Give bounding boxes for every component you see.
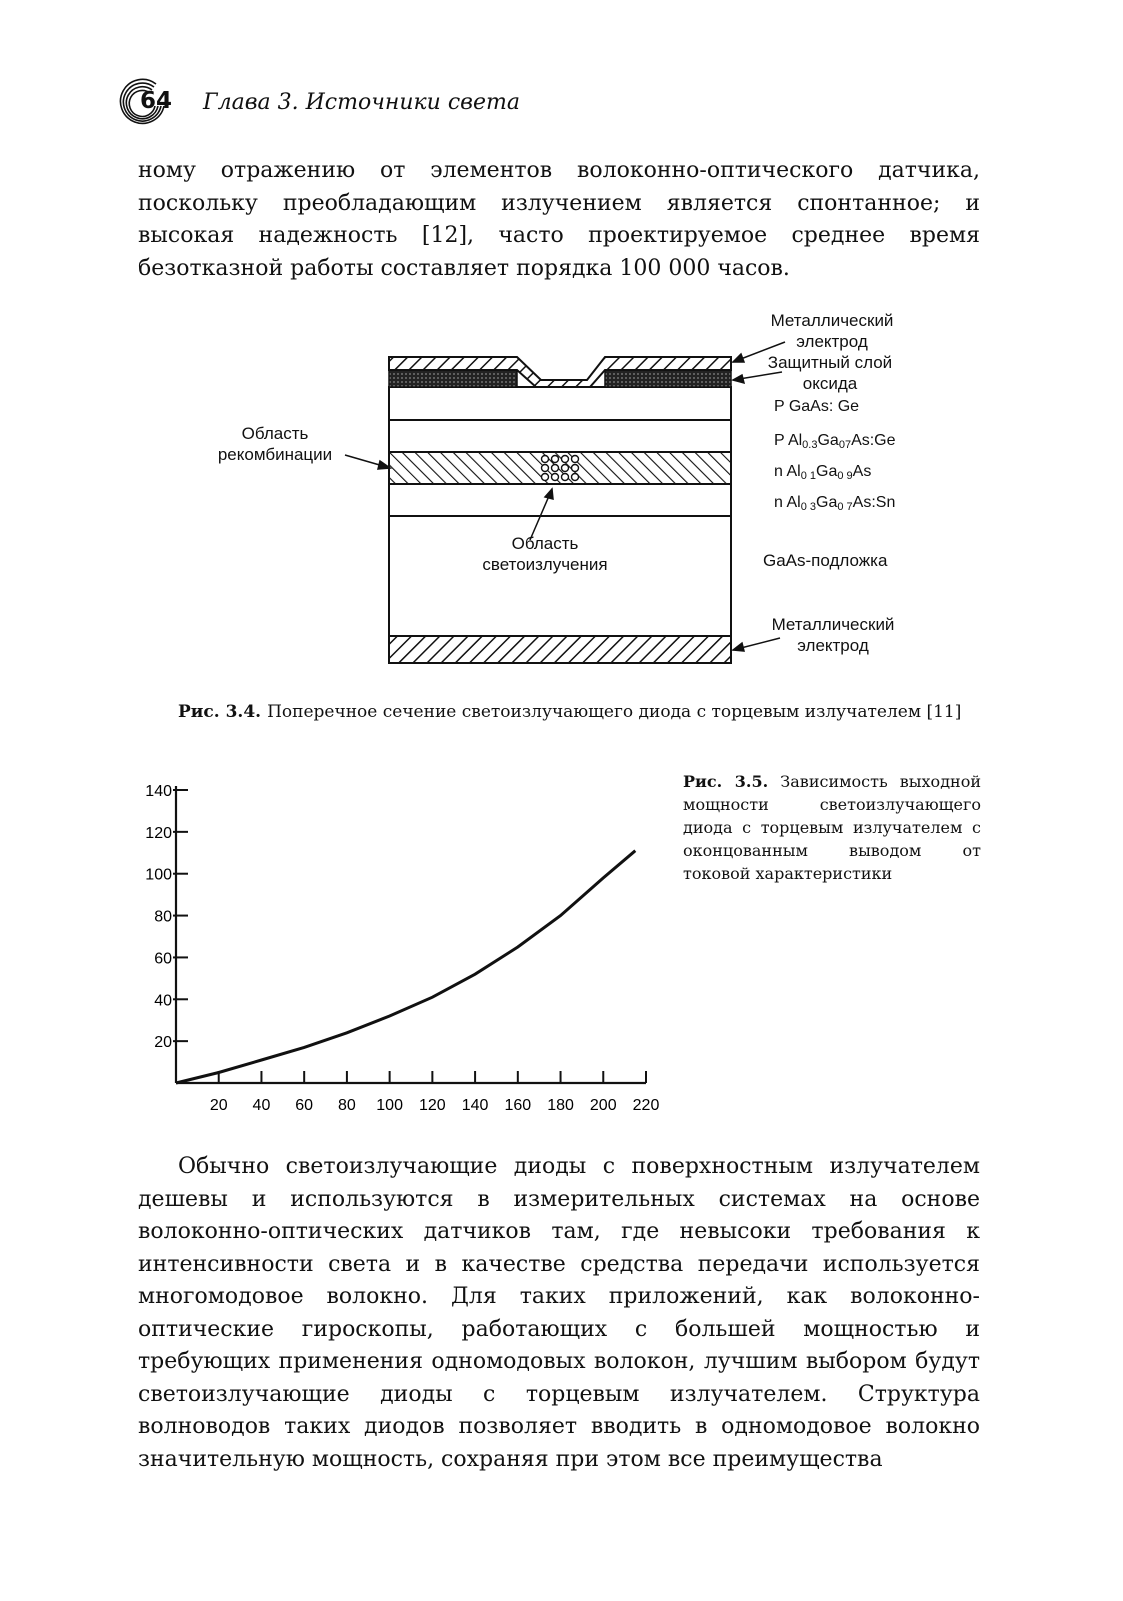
x-tick-label: 180 — [547, 1097, 574, 1114]
layer-label-n-algaas-active: n $Al_0$ $_1Ga_0$ $_9$As — [774, 463, 872, 482]
y-tick-label: 120 — [145, 824, 172, 842]
x-tick-label: 60 — [295, 1097, 314, 1114]
y-tick-label: 100 — [145, 866, 172, 884]
active-layer — [389, 452, 731, 484]
layer-label-n-algaas-sn: n $Al_0$ $_3Ga_0$ $_7$As:Sn — [774, 494, 896, 513]
y-tick-label: 80 — [154, 908, 172, 926]
label-emission-region: Область светоизлучения — [482, 534, 608, 574]
diode-body — [389, 387, 731, 663]
power-current-chart — [130, 770, 670, 1120]
y-tick-label: 20 — [154, 1034, 172, 1052]
y-tick-label: 40 — [154, 992, 172, 1010]
figure-3-4-caption — [178, 702, 978, 722]
figure-3-5-caption — [683, 770, 981, 885]
label-substrate: GaAs-подложка — [763, 551, 888, 570]
led-cross-section-diagram — [0, 300, 1123, 680]
oxide-right — [605, 370, 731, 387]
x-tick-label: 120 — [419, 1097, 446, 1114]
label-metal-electrode-bottom: Металлический электрод — [771, 615, 895, 655]
chapter-title: Глава 3. Источники света — [203, 90, 520, 115]
x-tick-label: 200 — [589, 1097, 617, 1114]
layer-label-p-gaas: P GaAs: Ge — [774, 398, 860, 415]
figure-3-5-caption-text: Зависимость выходной мощности светоизлучающего диода с торцевым излучателем с оконцованным выводом от токовой характеристики — [683, 772, 982, 883]
label-oxide-layer: Защитный слой оксида — [767, 353, 893, 393]
x-tick-label: 40 — [252, 1097, 271, 1114]
page-number: 64 — [140, 88, 173, 114]
x-tick-label: 80 — [338, 1097, 356, 1114]
layer-label-p-algaas: P $Al_{0.3}Ga_{07}As:Ge$ — [774, 432, 896, 451]
label-recombination-region: Область рекомбинации — [217, 424, 333, 464]
figure-3-5-caption-label: Рис. 3.5. — [683, 772, 769, 791]
bottom-electrode — [389, 636, 731, 663]
body-paragraph-bottom: Обычно светоизлучающие диоды с поверхностным излучателем дешевы и используются в измерительных системах на основе волоконно-оптических датчиков там, где невысоки требования к интенсивности света и в качестве средства передачи используется многомодовое волокно. Для таких приложений, как волоконно-оптические гироскопы, работающих с большей мощностью и требующих применения одномодовых волокон, лучшим выбором будут светоизлучающие диоды с торцевым излучателем. Структура волноводов таких диодов позволяет вводить в одномодовое волокно значительную мощность, сохраняя при этом все преимущества — [138, 1154, 980, 1472]
y-tick-label: 60 — [154, 950, 172, 968]
figure-3-4-caption-text: Поперечное сечение светоизлучающего диода с торцевым излучателем [11] — [267, 702, 962, 722]
figure-3-4-caption-label: Рис. 3.4. — [178, 702, 262, 722]
x-tick-label: 20 — [209, 1097, 228, 1114]
x-tick-label: 140 — [461, 1097, 489, 1114]
y-tick-label: 140 — [145, 783, 172, 800]
x-tick-label: 220 — [632, 1097, 660, 1114]
label-metal-electrode-top: Металлический электрод — [770, 311, 894, 351]
body-paragraph-top: ному отражению от элементов волоконно-оптического датчика, поскольку преобладающим излучением является спонтанное; и высокая надежность [12], часто проектируемое среднее время безотказной работы составляет порядка 100 000 часов. — [138, 158, 980, 281]
x-tick-label: 100 — [376, 1097, 403, 1114]
x-tick-label: 160 — [504, 1097, 532, 1114]
oxide-left — [389, 370, 517, 387]
series-line — [176, 851, 635, 1083]
